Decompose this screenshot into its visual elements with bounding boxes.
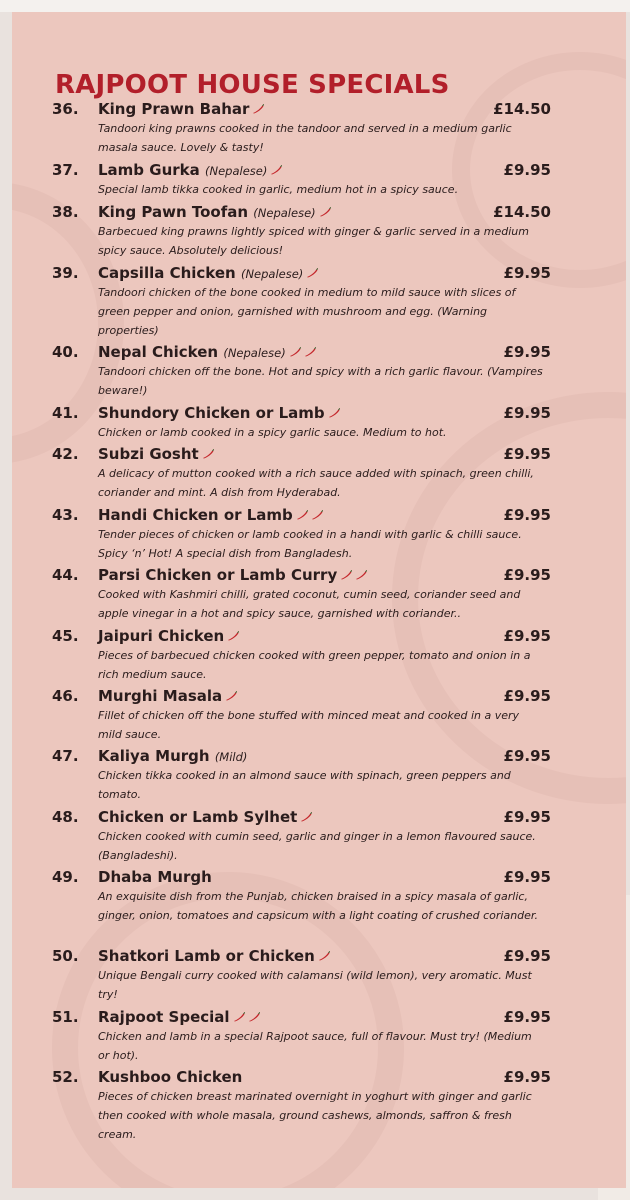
item-name: Nepal Chicken bbox=[98, 343, 219, 361]
item-name: Shatkori Lamb or Chicken bbox=[98, 947, 315, 965]
item-number: 51. bbox=[52, 1008, 79, 1026]
item-name-line bbox=[98, 445, 214, 463]
chili-pepper-icon bbox=[328, 408, 340, 421]
item-number: 44. bbox=[52, 566, 79, 584]
item-description: Special lamb tikka cooked in garlic, medium hot in a spicy sauce. bbox=[98, 183, 459, 196]
item-note: (Nepalese) bbox=[205, 164, 268, 178]
item-name-line bbox=[98, 627, 239, 645]
item-name-line bbox=[98, 264, 318, 282]
item-name-line bbox=[98, 868, 212, 886]
item-name-line bbox=[98, 161, 282, 179]
item-name: Murghi Masala bbox=[98, 687, 223, 705]
item-description: Barbecued king prawns lightly spiced with ginger & garlic served in a medium spicy sauce. Absolutely delicious! bbox=[98, 225, 529, 257]
item-number: 45. bbox=[52, 627, 79, 645]
page-title: RAJPOOT HOUSE SPECIALS bbox=[55, 70, 450, 100]
item-description: Cooked with Kashmiri chilli, grated coconut, cumin seed, coriander seed and apple vinegar in a hot and spicy sauce, garnished with coriander.. bbox=[98, 588, 521, 620]
item-name-line bbox=[98, 808, 312, 826]
item-name: King Pawn Toofan bbox=[98, 203, 249, 221]
item-note: (Nepalese) bbox=[253, 206, 316, 220]
item-price: £9.95 bbox=[503, 687, 551, 705]
chili-pepper-icon bbox=[296, 510, 308, 523]
chili-pepper-icon bbox=[202, 449, 214, 462]
item-number: 37. bbox=[52, 161, 79, 179]
chili-pepper-icon bbox=[252, 104, 264, 117]
item-description: Chicken or lamb cooked in a spicy garlic sauce. Medium to hot. bbox=[98, 426, 447, 439]
item-price: £9.95 bbox=[503, 627, 551, 645]
item-number: 40. bbox=[52, 343, 79, 361]
item-description: Chicken and lamb in a special Rajpoot sauce, full of flavour. Must try! (Medium or hot). bbox=[98, 1030, 532, 1062]
chili-pepper-icon bbox=[233, 1012, 245, 1025]
item-name-line bbox=[98, 203, 331, 221]
item-name-line bbox=[98, 506, 323, 524]
item-description: Unique Bengali curry cooked with calamansi (wild lemon), very aromatic. Must try! bbox=[98, 969, 532, 1001]
chili-pepper-icon bbox=[227, 631, 239, 644]
item-name: King Prawn Bahar bbox=[98, 100, 250, 118]
item-price: £14.50 bbox=[493, 203, 551, 221]
item-number: 48. bbox=[52, 808, 79, 826]
item-price: £9.95 bbox=[503, 1008, 551, 1026]
item-price: £9.95 bbox=[503, 1068, 551, 1086]
item-price: £9.95 bbox=[503, 747, 551, 765]
chili-pepper-icon bbox=[248, 1012, 260, 1025]
item-name: Lamb Gurka bbox=[98, 161, 200, 179]
item-name-line bbox=[98, 566, 367, 584]
item-price: £9.95 bbox=[503, 445, 551, 463]
item-description: Tandoori king prawns cooked in the tandoor and served in a medium garlic masala sauce. Lovely & tasty! bbox=[98, 122, 512, 154]
item-name-line bbox=[98, 947, 330, 965]
item-price: £14.50 bbox=[493, 100, 551, 118]
item-price: £9.95 bbox=[503, 404, 551, 422]
item-number: 43. bbox=[52, 506, 79, 524]
item-name-line bbox=[98, 1068, 242, 1086]
item-number: 42. bbox=[52, 445, 79, 463]
item-price: £9.95 bbox=[503, 808, 551, 826]
item-name-line bbox=[98, 1008, 260, 1026]
chili-pepper-icon bbox=[319, 207, 331, 220]
item-name: Kushboo Chicken bbox=[98, 1068, 243, 1086]
item-description: Chicken tikka cooked in an almond sauce with spinach, green peppers and tomato. bbox=[98, 769, 511, 801]
item-description: An exquisite dish from the Punjab, chicken braised in a spicy masala of garlic, ginger, onion, tomatoes and capsicum with a light coating of crushed coriander. bbox=[98, 890, 538, 922]
chili-pepper-icon bbox=[311, 510, 323, 523]
item-description: Tandoori chicken off the bone. Hot and spicy with a rich garlic flavour. (Vampires beware!) bbox=[98, 365, 543, 397]
item-name: Chicken or Lamb Sylhet bbox=[98, 808, 298, 826]
item-name-line bbox=[98, 343, 316, 361]
chili-pepper-icon bbox=[300, 812, 312, 825]
item-name: Rajpoot Special bbox=[98, 1008, 230, 1026]
item-number: 52. bbox=[52, 1068, 79, 1086]
item-name-line bbox=[98, 404, 340, 422]
chili-pepper-icon bbox=[318, 951, 330, 964]
item-note: (Mild) bbox=[214, 750, 248, 764]
item-note: (Nepalese) bbox=[240, 267, 304, 281]
item-note: (Nepalese) bbox=[223, 346, 286, 360]
item-description: Pieces of barbecued chicken cooked with green pepper, tomato and onion in a rich medium sauce. bbox=[98, 649, 531, 681]
item-name: Dhaba Murgh bbox=[98, 868, 212, 886]
item-name-line bbox=[98, 747, 247, 765]
item-name: Shundory Chicken or Lamb bbox=[98, 404, 325, 422]
item-name: Capsilla Chicken bbox=[98, 264, 236, 282]
item-number: 41. bbox=[52, 404, 79, 422]
item-name: Jaipuri Chicken bbox=[98, 627, 225, 645]
item-price: £9.95 bbox=[503, 868, 551, 886]
chili-pepper-icon bbox=[270, 165, 282, 178]
chili-pepper-icon bbox=[289, 347, 301, 360]
item-price: £9.95 bbox=[503, 264, 551, 282]
item-description: Pieces of chicken breast marinated overnight in yoghurt with ginger and garlic then cooked with whole masala, ground cashews, almonds, saffron & fresh cream. bbox=[98, 1090, 532, 1141]
chili-pepper-icon bbox=[355, 570, 367, 583]
item-number: 46. bbox=[52, 687, 79, 705]
chili-pepper-icon bbox=[225, 691, 237, 704]
chili-pepper-icon bbox=[340, 570, 352, 583]
menu-page bbox=[12, 12, 626, 1188]
chili-pepper-icon bbox=[306, 268, 318, 281]
item-description: Tandoori chicken of the bone cooked in medium to mild sauce with slices of green pepper and onion, garnished with mushroom and egg. (Warning properties) bbox=[98, 286, 516, 337]
item-price: £9.95 bbox=[503, 947, 551, 965]
item-number: 39. bbox=[52, 264, 79, 282]
item-price: £9.95 bbox=[503, 161, 551, 179]
item-description: Chicken cooked with cumin seed, garlic and ginger in a lemon flavoured sauce. (Bangladeshi). bbox=[98, 830, 536, 862]
item-name: Handi Chicken or Lamb bbox=[98, 506, 293, 524]
item-description: Tender pieces of chicken or lamb cooked in a handi with garlic & chilli sauce. Spicy ‘n’ Hot! A special dish from Bangladesh. bbox=[98, 528, 522, 560]
item-number: 50. bbox=[52, 947, 79, 965]
item-name-line bbox=[98, 687, 237, 705]
item-name: Subzi Gosht bbox=[98, 445, 199, 463]
item-number: 49. bbox=[52, 868, 79, 886]
item-name: Parsi Chicken or Lamb Curry bbox=[98, 566, 338, 584]
chili-pepper-icon bbox=[304, 347, 316, 360]
item-price: £9.95 bbox=[503, 566, 551, 584]
item-number: 36. bbox=[52, 100, 79, 118]
item-name: Kaliya Murgh bbox=[98, 747, 210, 765]
item-number: 38. bbox=[52, 203, 79, 221]
item-price: £9.95 bbox=[503, 506, 551, 524]
item-description: A delicacy of mutton cooked with a rich sauce added with spinach, green chilli, coriander and mint. A dish from Hyderabad. bbox=[98, 467, 534, 499]
top-bar bbox=[0, 0, 630, 12]
item-description: Fillet of chicken off the bone stuffed with minced meat and cooked in a very mild sauce. bbox=[98, 709, 520, 741]
item-number: 47. bbox=[52, 747, 79, 765]
item-price: £9.95 bbox=[503, 343, 551, 361]
item-name-line bbox=[98, 100, 264, 118]
